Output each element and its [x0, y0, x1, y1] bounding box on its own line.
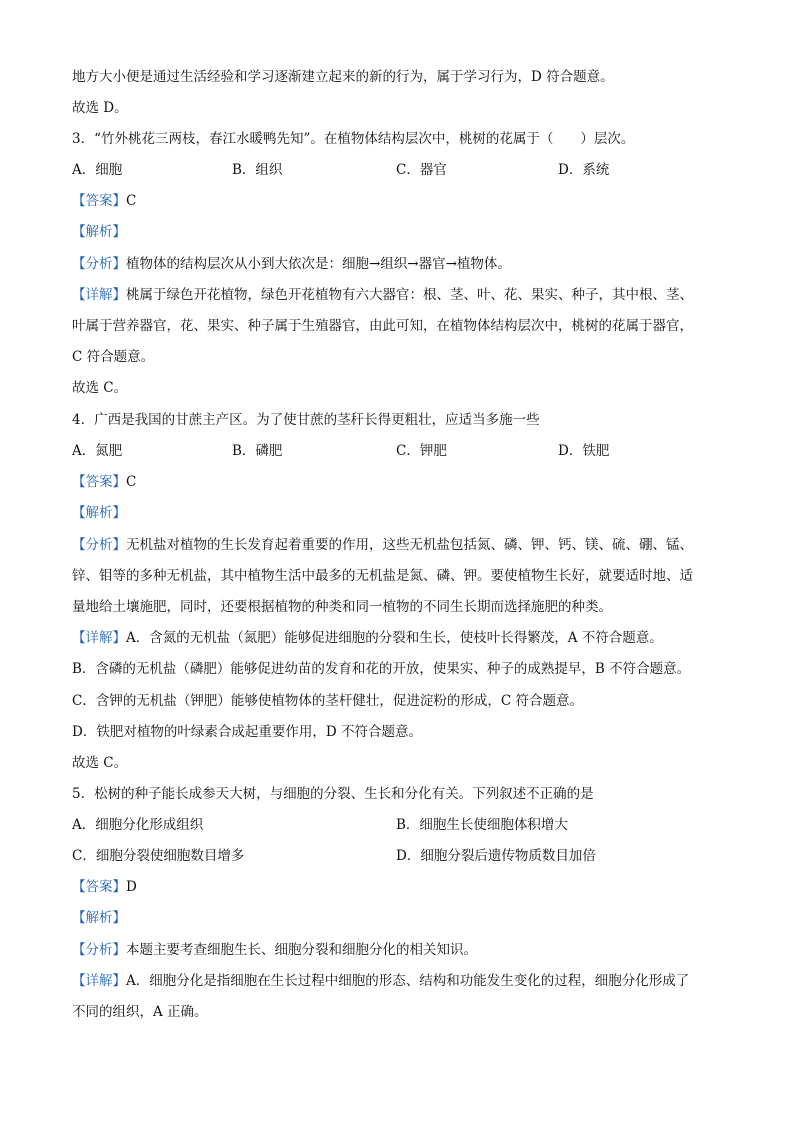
text-line: 故选 D。 — [72, 100, 128, 116]
q5-analysis: 本题主要考查细胞生长、细胞分裂和细胞分化的相关知识。 — [126, 942, 477, 958]
q4-detail-d: D．铁肥对植物的叶绿素合成起重要作用，D 不符合题意。 — [72, 724, 422, 740]
detail-tag: 【详解】 — [72, 287, 126, 303]
q5-option-b: B．细胞生长使细胞体积增大 — [396, 817, 568, 833]
q3-option-a: A．细胞 — [72, 162, 123, 178]
analysis-tag: 【分析】 — [72, 537, 126, 553]
q5-option-a: A．细胞分化形成组织 — [72, 817, 204, 833]
q4-detail-b: B．含磷的无机盐（磷肥）能够促进幼苗的发育和花的开放，使果实、种子的成熟提早，B 不符合题意。 — [72, 661, 691, 677]
detail-tag: 【详解】 — [72, 973, 126, 989]
q4-analysis-3: 量地给土壤施肥，同时，还要根据植物的种类和同一植物的不同生长期而选择施肥的种类。 — [72, 599, 612, 615]
q4-option-c: C．钾肥 — [396, 443, 447, 459]
analysis-head-tag: 【解析】 — [72, 910, 126, 926]
detail-tag: 【详解】 — [72, 630, 126, 646]
q4-option-b: B．磷肥 — [232, 443, 283, 459]
q5-analysis-head — [72, 908, 734, 928]
q3-option-c: C．器官 — [396, 162, 447, 178]
q3-option-b: B．组织 — [232, 162, 283, 178]
q3-analysis-head — [72, 222, 734, 242]
q5-detail-1: A．细胞分化是指细胞在生长过程中细胞的形态、结构和功能发生变化的过程，细胞分化形成了 — [126, 973, 690, 989]
q4-answer-line — [72, 472, 734, 492]
q4-answer: C — [126, 474, 137, 490]
analysis-head-tag: 【解析】 — [72, 224, 126, 240]
q3-detail-3: C 符合题意。 — [72, 349, 155, 365]
answer-tag: 【答案】 — [72, 193, 126, 209]
question-5: 5．松树的种子能长成参天大树，与细胞的分裂、生长和分化有关。下列叙述不正确的是 — [72, 786, 594, 802]
text-line: 地方大小便是通过生活经验和学习逐渐建立起来的新的行为，属于学习行为，D 符合题意。 — [72, 69, 614, 85]
question-3: 3．“竹外桃花三两枝，春江水暖鸭先知”。在植物体结构层次中，桃树的花属于（ ）层次。 — [72, 131, 635, 147]
q3-detail-2: 叶属于营养器官，花、果实、种子属于生殖器官，由此可知，在植物体结构层次中，桃树的花属于器官， — [72, 318, 693, 334]
q3-option-d: D．系统 — [558, 162, 610, 178]
q5-analysis-line — [72, 940, 734, 960]
q4-option-d: D．铁肥 — [558, 443, 610, 459]
q5-answer-line — [72, 877, 734, 897]
analysis-tag: 【分析】 — [72, 256, 126, 272]
q3-choose: 故选 C。 — [72, 380, 128, 396]
q5-detail-line — [72, 971, 734, 991]
q4-analysis-1: 无机盐对植物的生长发育起着重要的作用，这些无机盐包括氮、磷、钾、钙、镁、硫、硼、锰、 — [126, 537, 693, 553]
answer-tag: 【答案】 — [72, 879, 126, 895]
q4-detail-c: C．含钾的无机盐（钾肥）能够使植物体的茎杆健壮，促进淀粉的形成，C 符合题意。 — [72, 693, 583, 709]
q5-detail-2: 不同的组织，A 正确。 — [72, 1004, 208, 1020]
q3-analysis-line — [72, 254, 734, 274]
question-4: 4．广西是我国的甘蔗主产区。为了使甘蔗的茎秆长得更粗壮，应适当多施一些 — [72, 412, 540, 428]
q4-option-a: A．氮肥 — [72, 443, 123, 459]
analysis-head-tag: 【解析】 — [72, 505, 126, 521]
q4-choose: 故选 C。 — [72, 755, 128, 771]
q4-analysis-head — [72, 503, 734, 523]
q3-answer: C — [126, 193, 137, 209]
q5-answer: D — [126, 879, 137, 895]
q3-detail-line — [72, 285, 734, 305]
q3-analysis: 植物体的结构层次从小到大依次是：细胞→组织→器官→植物体。 — [126, 256, 511, 272]
q4-detail-line — [72, 628, 734, 648]
analysis-tag: 【分析】 — [72, 942, 126, 958]
q3-detail-1: 桃属于绿色开花植物，绿色开花植物有六大器官：根、茎、叶、花、果实、种子，其中根、茎、 — [126, 287, 693, 303]
q4-detail-a: A．含氮的无机盐（氮肥）能够促进细胞的分裂和生长，使枝叶长得繁茂，A 不符合题意。 — [126, 630, 663, 646]
q5-option-c: C．细胞分裂使细胞数目增多 — [72, 848, 245, 864]
q5-option-d: D．细胞分裂后遗传物质数目加倍 — [396, 848, 596, 864]
answer-tag: 【答案】 — [72, 474, 126, 490]
q4-analysis-2: 锌、钼等的多种无机盐，其中植物生活中最多的无机盐是氮、磷、钾。要使植物生长好，就要适时地、适 — [72, 568, 693, 584]
q4-analysis-line — [72, 535, 734, 555]
q3-answer-line — [72, 191, 734, 211]
